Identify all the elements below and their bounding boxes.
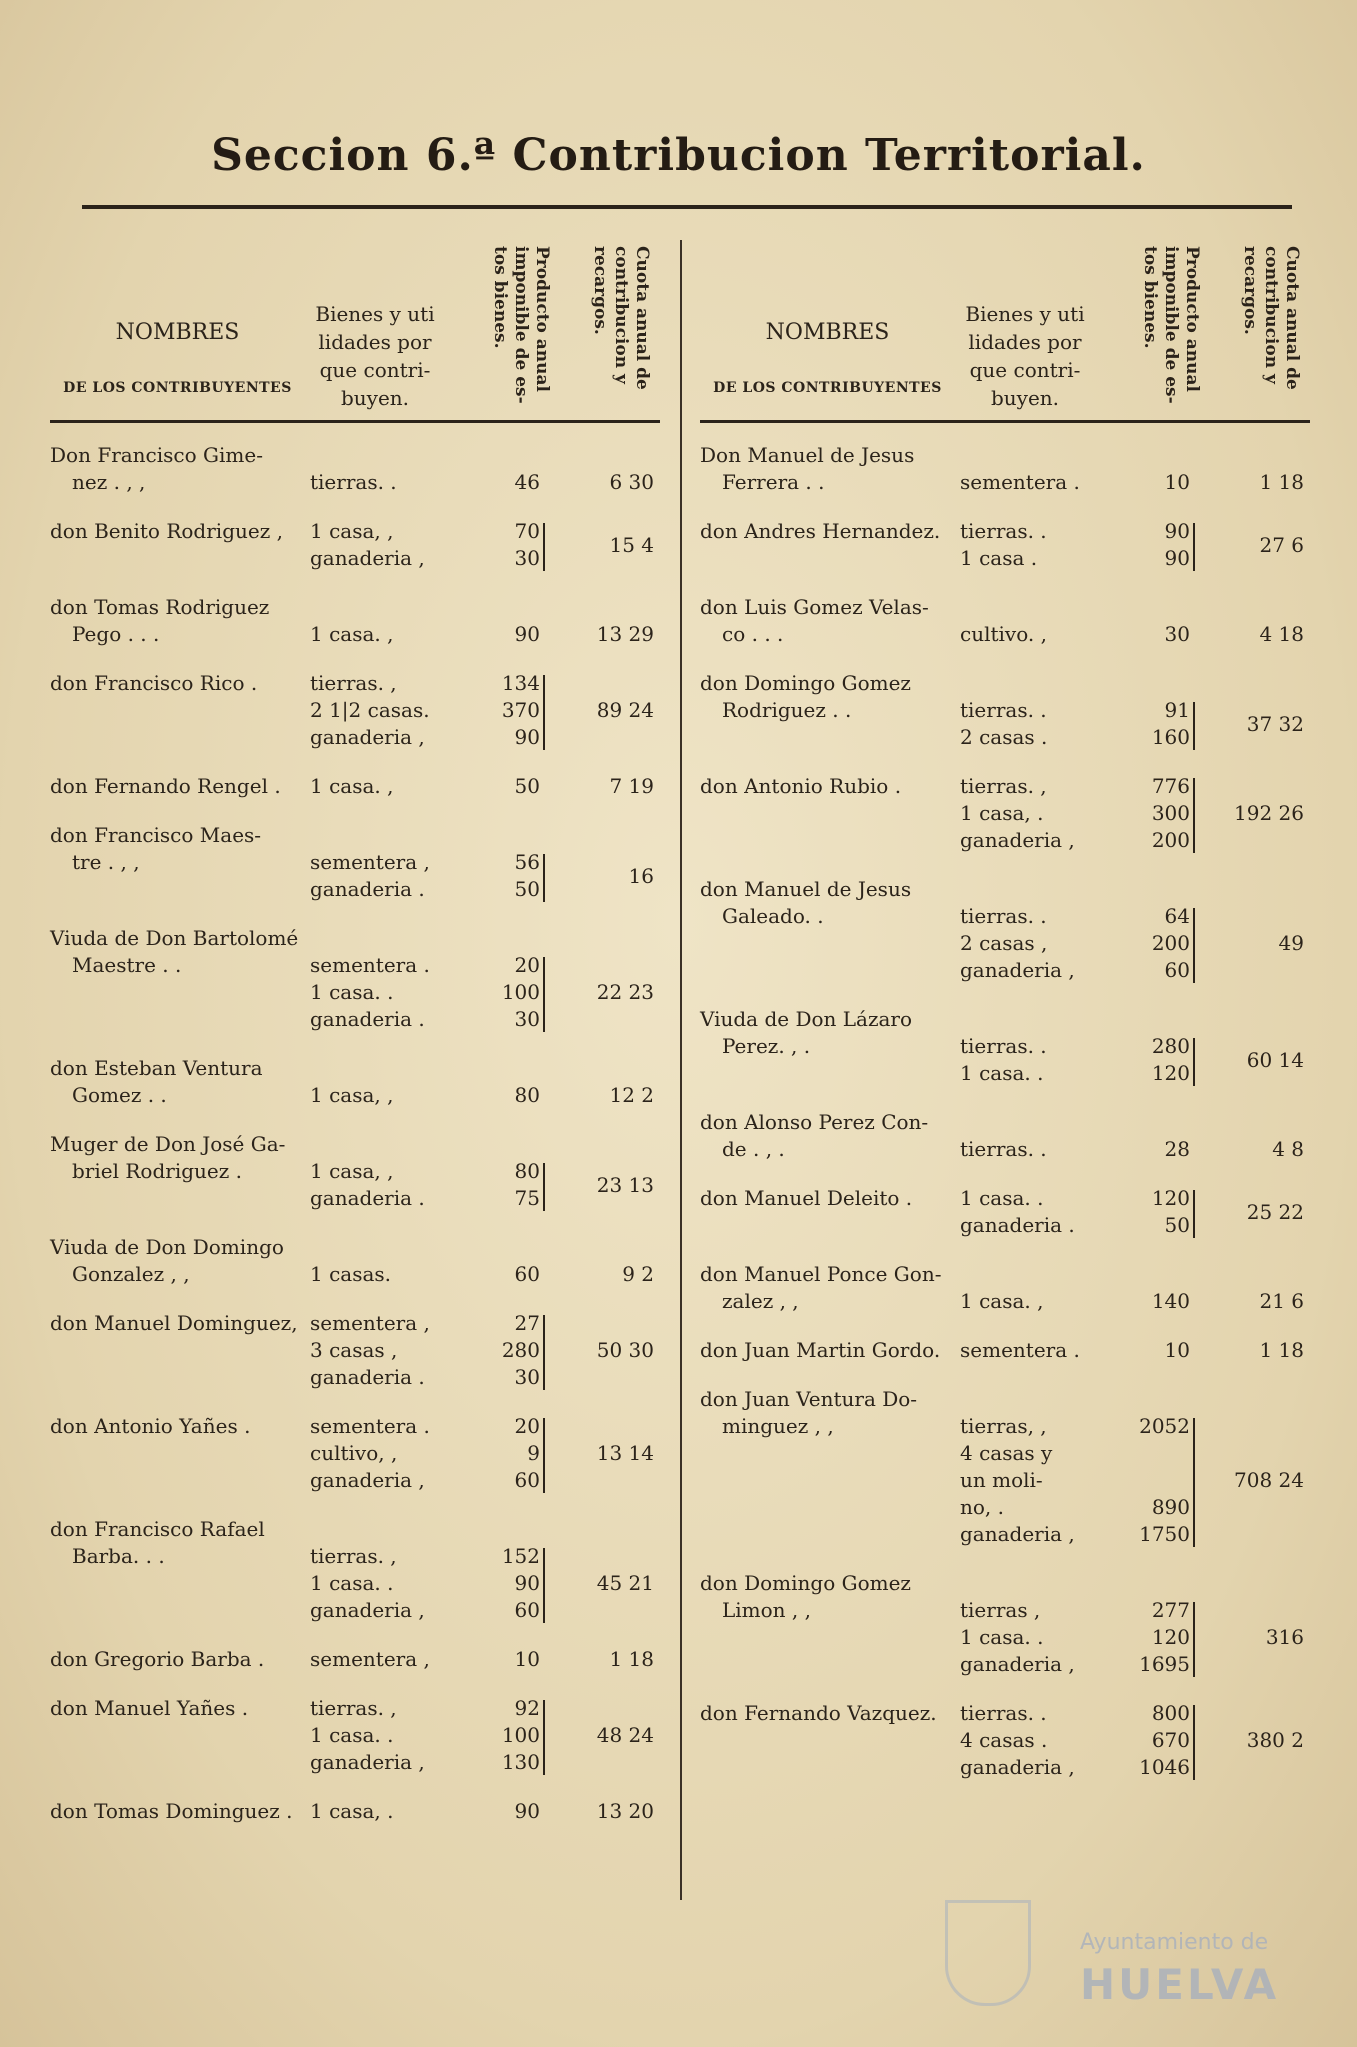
contributor-entry bbox=[50, 519, 660, 573]
property-item: ganaderia , bbox=[960, 1522, 1075, 1546]
contributor-entry bbox=[700, 1186, 1310, 1240]
cuota-value: 13 29 bbox=[596, 622, 654, 646]
property-item: sementera . bbox=[310, 1414, 430, 1438]
brace-mark bbox=[543, 1548, 545, 1623]
contributor-name: co . . . bbox=[722, 622, 784, 646]
contributor-name: Gonzalez , , bbox=[72, 1262, 190, 1286]
product-value: 70 bbox=[514, 519, 540, 543]
header-names: NOMBRES bbox=[765, 320, 890, 345]
product-value: 100 bbox=[501, 980, 540, 1004]
contributor-entry bbox=[50, 1132, 660, 1213]
brace-mark bbox=[1193, 908, 1195, 983]
cuota-value: 1 18 bbox=[1259, 470, 1304, 494]
property-item: sementera . bbox=[310, 953, 430, 977]
header-producto: Producto anual imponible de es- tos bienes. bbox=[1140, 246, 1202, 404]
contributor-name: nez . , , bbox=[72, 470, 146, 494]
contributor-entry bbox=[700, 877, 1310, 985]
property-item: 1 casa, . bbox=[310, 1799, 394, 1823]
cuota-value: 60 14 bbox=[1246, 1047, 1304, 1072]
contributor-entry bbox=[700, 1262, 1310, 1316]
contributor-entry bbox=[700, 1387, 1310, 1549]
product-value: 20 bbox=[514, 953, 540, 977]
product-value: 200 bbox=[1151, 828, 1190, 852]
contributor-entry bbox=[700, 1007, 1310, 1088]
cuota-value: 316 bbox=[1265, 1625, 1304, 1649]
contributor-name: briel Rodriguez . bbox=[72, 1159, 242, 1183]
contributor-name: Viuda de Don Bartolomé bbox=[50, 926, 299, 950]
contributor-name: don Juan Martin Gordo. bbox=[700, 1338, 941, 1362]
product-value: 30 bbox=[514, 546, 540, 570]
contributor-name: Don Manuel de Jesus bbox=[700, 443, 915, 467]
product-value: 370 bbox=[501, 698, 540, 722]
property-item: sementera , bbox=[310, 850, 430, 874]
contributor-entry bbox=[50, 1799, 660, 1826]
product-value: 130 bbox=[501, 1750, 540, 1774]
contributor-name: don Alonso Perez Con- bbox=[700, 1110, 929, 1134]
brace-mark bbox=[1193, 523, 1195, 571]
product-value: 60 bbox=[514, 1598, 540, 1622]
property-item: ganaderia , bbox=[310, 725, 425, 749]
property-item: tierras. . bbox=[960, 904, 1047, 928]
contributor-name: don Luis Gomez Velas- bbox=[700, 595, 929, 619]
watermark-line1: Ayuntamiento de bbox=[1080, 1930, 1269, 1955]
contributor-name: don Esteban Ventura bbox=[50, 1056, 263, 1080]
contributor-name: zalez , , bbox=[722, 1289, 799, 1313]
contributor-name: don Domingo Gomez bbox=[700, 671, 911, 695]
contributor-name: Galeado. . bbox=[722, 904, 824, 928]
contributor-name: don Manuel Yañes . bbox=[50, 1696, 249, 1720]
property-item: 1 casa. , bbox=[310, 622, 394, 646]
header-names: NOMBRES bbox=[115, 320, 240, 345]
property-item: ganaderia . bbox=[310, 1007, 425, 1031]
property-item: 1 casa. , bbox=[960, 1289, 1044, 1313]
brace-mark bbox=[543, 1163, 545, 1211]
property-item: 2 casas , bbox=[960, 931, 1048, 955]
header-bienes: Bienes y uti lidades por que contri- buyen. bbox=[315, 302, 435, 410]
product-value: 30 bbox=[514, 1365, 540, 1389]
contributor-entry bbox=[50, 823, 660, 904]
property-item: ganaderia . bbox=[310, 1365, 425, 1389]
brace-mark bbox=[543, 523, 545, 571]
header-names-sub: DE LOS CONTRIBUYENTES bbox=[713, 380, 942, 396]
property-item: 1 casa. . bbox=[960, 1625, 1044, 1649]
property-item: 4 casas y bbox=[960, 1441, 1053, 1465]
product-value: 27 bbox=[514, 1311, 540, 1335]
contributor-name: don Manuel Dominguez, bbox=[50, 1311, 298, 1335]
right-header bbox=[700, 240, 1310, 423]
cuota-value: 27 6 bbox=[1259, 532, 1304, 557]
contributor-entry bbox=[50, 671, 660, 752]
property-item: ganaderia , bbox=[310, 1468, 425, 1492]
contributor-entry bbox=[700, 1110, 1310, 1164]
product-value: 30 bbox=[514, 1007, 540, 1031]
contributor-name: don Fernando Vazquez. bbox=[700, 1701, 937, 1725]
property-item: tierras. . bbox=[960, 1137, 1047, 1161]
product-value: 80 bbox=[514, 1083, 540, 1107]
property-item: tierras. . bbox=[960, 1034, 1047, 1058]
property-item: ganaderia , bbox=[960, 958, 1075, 982]
contributor-name: don Andres Hernandez. bbox=[700, 519, 941, 543]
product-value: 120 bbox=[1151, 1625, 1190, 1649]
product-value: 50 bbox=[514, 877, 540, 901]
title-rule bbox=[82, 205, 1292, 209]
contributor-name: don Juan Ventura Do- bbox=[700, 1387, 918, 1411]
contributor-name: Maestre . . bbox=[72, 953, 182, 977]
property-item: 1 casa. , bbox=[310, 774, 394, 798]
cuota-value: 1 18 bbox=[609, 1647, 654, 1671]
brace-mark bbox=[543, 1418, 545, 1493]
property-item: tierras, , bbox=[960, 1414, 1047, 1438]
product-value: 56 bbox=[514, 850, 540, 874]
header-names-sub: DE LOS CONTRIBUYENTES bbox=[63, 380, 292, 396]
contributor-name: don Manuel Ponce Gon- bbox=[700, 1262, 942, 1286]
property-item: 1 casa. . bbox=[310, 1723, 394, 1747]
right-column bbox=[700, 240, 1310, 1779]
contributor-entry bbox=[700, 1571, 1310, 1679]
contributor-entry bbox=[700, 595, 1310, 649]
brace-mark bbox=[1193, 778, 1195, 853]
product-value: 280 bbox=[501, 1338, 540, 1362]
cuota-value: 48 24 bbox=[596, 1723, 654, 1747]
cuota-value: 50 30 bbox=[596, 1338, 654, 1362]
product-value: 46 bbox=[514, 470, 540, 494]
cuota-value: 12 2 bbox=[609, 1083, 654, 1107]
contributor-entry bbox=[50, 926, 660, 1034]
column-divider bbox=[680, 240, 682, 1900]
property-item: tierras. , bbox=[310, 1544, 397, 1568]
brace-mark bbox=[1193, 1038, 1195, 1086]
contributor-entry bbox=[50, 774, 660, 801]
product-value: 90 bbox=[1164, 519, 1190, 543]
product-value: 120 bbox=[1151, 1061, 1190, 1085]
cuota-value: 380 2 bbox=[1246, 1728, 1304, 1752]
product-value: 60 bbox=[514, 1262, 540, 1286]
contributor-name: Don Francisco Gime- bbox=[50, 443, 263, 467]
product-value: 800 bbox=[1151, 1701, 1190, 1725]
property-item: ganaderia . bbox=[310, 877, 425, 901]
property-item: tierras. . bbox=[960, 1701, 1047, 1725]
cuota-value: 7 19 bbox=[609, 774, 654, 798]
contributor-entry bbox=[700, 519, 1310, 573]
product-value: 90 bbox=[514, 622, 540, 646]
brace-mark bbox=[1193, 1705, 1195, 1780]
cuota-value: 4 8 bbox=[1272, 1137, 1304, 1161]
property-item: 1 casa. . bbox=[960, 1186, 1044, 1210]
property-item: 1 casa. . bbox=[960, 1061, 1044, 1085]
property-item: no, . bbox=[960, 1495, 1004, 1519]
contributor-name: de . , . bbox=[722, 1137, 785, 1161]
contributor-name: Muger de Don José Ga- bbox=[50, 1132, 286, 1156]
contributor-name: minguez , , bbox=[722, 1414, 834, 1438]
property-item: 1 casa, , bbox=[310, 1159, 394, 1183]
brace-mark bbox=[543, 1315, 545, 1390]
product-value: 134 bbox=[501, 671, 540, 695]
product-value: 28 bbox=[1164, 1137, 1190, 1161]
cuota-value: 89 24 bbox=[596, 698, 654, 722]
contributor-name: Gomez . . bbox=[72, 1083, 167, 1107]
property-item: 3 casas , bbox=[310, 1338, 398, 1362]
property-item: 1 casa. . bbox=[310, 1571, 394, 1595]
property-item: cultivo, , bbox=[310, 1441, 398, 1465]
property-item: tierras. . bbox=[960, 698, 1047, 722]
brace-mark bbox=[543, 957, 545, 1032]
cuota-value: 1 18 bbox=[1259, 1338, 1304, 1362]
cuota-value: 15 4 bbox=[609, 532, 654, 557]
property-item: 1 casa, , bbox=[310, 519, 394, 543]
brace-mark bbox=[1193, 1418, 1195, 1547]
brace-mark bbox=[1193, 702, 1195, 750]
contributor-entry bbox=[50, 1517, 660, 1625]
brace-mark bbox=[1193, 1602, 1195, 1677]
cuota-value: 45 21 bbox=[596, 1571, 654, 1595]
cuota-value: 22 23 bbox=[596, 980, 654, 1004]
product-value: 140 bbox=[1151, 1289, 1190, 1313]
product-value bbox=[1100, 1441, 1190, 1467]
contributor-entry bbox=[700, 1701, 1310, 1782]
property-item: ganaderia , bbox=[960, 828, 1075, 852]
contributor-name: don Antonio Rubio . bbox=[700, 774, 902, 798]
property-item: ganaderia . bbox=[310, 1186, 425, 1210]
property-item: tierras. . bbox=[310, 470, 397, 494]
property-item: 1 casas. bbox=[310, 1262, 392, 1286]
contributor-name: Viuda de Don Lázaro bbox=[700, 1007, 913, 1031]
watermark-line2: HUELVA bbox=[1080, 1960, 1280, 2009]
property-item: sementera . bbox=[960, 470, 1080, 494]
contributor-name: Ferrera . . bbox=[722, 470, 825, 494]
brace-mark bbox=[1193, 1190, 1195, 1238]
contributor-name: don Tomas Dominguez . bbox=[50, 1799, 293, 1823]
product-value: 90 bbox=[514, 1799, 540, 1823]
contributor-name: tre . , , bbox=[72, 850, 140, 874]
product-value: 776 bbox=[1151, 774, 1190, 798]
header-cuota: Cuota anual de contribucion y recargos. bbox=[1240, 246, 1302, 390]
left-header bbox=[50, 240, 660, 423]
contributor-name: don Benito Rodriguez , bbox=[50, 519, 283, 543]
property-item: tierras. . bbox=[960, 519, 1047, 543]
property-item: tierras , bbox=[960, 1598, 1041, 1622]
property-item: ganaderia , bbox=[960, 1755, 1075, 1779]
product-value: 120 bbox=[1151, 1186, 1190, 1210]
contributor-name: Limon , , bbox=[722, 1598, 811, 1622]
municipal-seal-watermark bbox=[945, 1900, 1031, 2006]
product-value: 10 bbox=[1164, 470, 1190, 494]
property-item: 1 casa, . bbox=[960, 801, 1044, 825]
contributor-entry bbox=[700, 443, 1310, 497]
page-title: Seccion 6.ª Contribucion Territorial. bbox=[211, 130, 1146, 181]
brace-mark bbox=[543, 1700, 545, 1775]
product-value: 50 bbox=[1164, 1213, 1190, 1237]
product-value: 1695 bbox=[1139, 1652, 1190, 1676]
header-cuota: Cuota anual de contribucion y recargos. bbox=[590, 246, 652, 390]
contributor-entry bbox=[50, 595, 660, 649]
contributor-name: don Francisco Rico . bbox=[50, 671, 258, 695]
product-value: 60 bbox=[514, 1468, 540, 1492]
header-bienes: Bienes y uti lidades por que contri- buyen. bbox=[965, 302, 1085, 410]
contributor-name: don Tomas Rodriguez bbox=[50, 595, 270, 619]
cuota-value: 192 26 bbox=[1234, 801, 1304, 825]
property-item: 1 casa . bbox=[960, 546, 1038, 570]
contributor-entry bbox=[50, 1647, 660, 1674]
product-value: 9 bbox=[527, 1441, 540, 1465]
contributor-name: don Francisco Maes- bbox=[50, 823, 262, 847]
contributor-entry bbox=[50, 1056, 660, 1110]
cuota-value: 25 22 bbox=[1246, 1199, 1304, 1224]
property-item: tierras. , bbox=[960, 774, 1047, 798]
contributor-name: Perez. , . bbox=[722, 1034, 811, 1058]
product-value: 80 bbox=[514, 1159, 540, 1183]
contributor-entry bbox=[50, 1235, 660, 1289]
brace-mark bbox=[543, 675, 545, 750]
product-value: 90 bbox=[1164, 546, 1190, 570]
property-item: ganaderia , bbox=[310, 546, 425, 570]
contributor-name: don Domingo Gomez bbox=[700, 1571, 911, 1595]
cuota-value: 21 6 bbox=[1259, 1289, 1304, 1313]
property-item: 4 casas . bbox=[960, 1728, 1048, 1752]
product-value: 1750 bbox=[1139, 1522, 1190, 1546]
cuota-value: 13 20 bbox=[596, 1799, 654, 1823]
product-value: 160 bbox=[1151, 725, 1190, 749]
cuota-value: 6 30 bbox=[609, 470, 654, 494]
header-producto: Producto anual imponible de es- tos bienes. bbox=[490, 246, 552, 404]
property-item: 1 casa, , bbox=[310, 1083, 394, 1107]
contributor-name: don Gregorio Barba . bbox=[50, 1647, 265, 1671]
brace-mark bbox=[543, 854, 545, 902]
contributor-name: Rodriguez . . bbox=[722, 698, 852, 722]
property-item: 2 casas . bbox=[960, 725, 1048, 749]
property-item: sementera , bbox=[310, 1647, 430, 1671]
product-value: 890 bbox=[1151, 1495, 1190, 1519]
property-item: 1 casa. . bbox=[310, 980, 394, 1004]
product-value: 30 bbox=[1164, 622, 1190, 646]
contributor-entry bbox=[700, 671, 1310, 752]
product-value: 152 bbox=[501, 1544, 540, 1568]
product-value: 75 bbox=[514, 1186, 540, 1210]
property-item: tierras. , bbox=[310, 671, 397, 695]
product-value: 2052 bbox=[1139, 1414, 1190, 1438]
cuota-value: 37 32 bbox=[1246, 711, 1304, 736]
product-value: 300 bbox=[1151, 801, 1190, 825]
product-value: 92 bbox=[514, 1696, 540, 1720]
contributor-entry bbox=[700, 1338, 1310, 1365]
product-value: 90 bbox=[514, 725, 540, 749]
cuota-value: 4 18 bbox=[1259, 622, 1304, 646]
product-value: 200 bbox=[1151, 931, 1190, 955]
product-value: 670 bbox=[1151, 1728, 1190, 1752]
property-item: tierras. , bbox=[310, 1696, 397, 1720]
property-item: ganaderia . bbox=[960, 1213, 1075, 1237]
contributor-name: don Manuel de Jesus bbox=[700, 877, 912, 901]
property-item: 2 1|2 casas. bbox=[310, 698, 430, 722]
cuota-value: 9 2 bbox=[622, 1262, 654, 1286]
contributor-name: Viuda de Don Domingo bbox=[50, 1235, 284, 1259]
product-value: 50 bbox=[514, 774, 540, 798]
product-value: 60 bbox=[1164, 958, 1190, 982]
property-item: sementera , bbox=[310, 1311, 430, 1335]
cuota-value: 49 bbox=[1278, 931, 1304, 955]
contributor-name: don Manuel Deleito . bbox=[700, 1186, 913, 1210]
contributor-name: Barba. . . bbox=[72, 1544, 165, 1568]
cuota-value: 708 24 bbox=[1234, 1468, 1304, 1492]
property-item: un moli- bbox=[960, 1468, 1043, 1492]
product-value: 100 bbox=[501, 1723, 540, 1747]
product-value: 10 bbox=[1164, 1338, 1190, 1362]
product-value bbox=[1100, 1468, 1190, 1494]
left-column bbox=[50, 240, 660, 1823]
product-value: 10 bbox=[514, 1647, 540, 1671]
property-item: ganaderia , bbox=[310, 1598, 425, 1622]
contributor-entry bbox=[50, 1696, 660, 1777]
contributor-name: don Francisco Rafael bbox=[50, 1517, 265, 1541]
product-value: 90 bbox=[514, 1571, 540, 1595]
product-value: 91 bbox=[1164, 698, 1190, 722]
cuota-value: 13 14 bbox=[596, 1441, 654, 1465]
contributor-entry bbox=[50, 443, 660, 497]
property-item: ganaderia , bbox=[310, 1750, 425, 1774]
product-value: 277 bbox=[1151, 1598, 1190, 1622]
contributor-name: Pego . . . bbox=[72, 622, 160, 646]
product-value: 64 bbox=[1164, 904, 1190, 928]
contributor-entry bbox=[700, 774, 1310, 855]
cuota-value: 16 bbox=[628, 863, 654, 888]
cuota-value: 23 13 bbox=[596, 1172, 654, 1197]
property-item: sementera . bbox=[960, 1338, 1080, 1362]
contributor-entry bbox=[50, 1311, 660, 1392]
property-item: cultivo. , bbox=[960, 622, 1047, 646]
contributor-name: don Fernando Rengel . bbox=[50, 774, 281, 798]
property-item: ganaderia , bbox=[960, 1652, 1075, 1676]
product-value: 1046 bbox=[1139, 1755, 1190, 1779]
contributor-entry bbox=[50, 1414, 660, 1495]
contributor-name: don Antonio Yañes . bbox=[50, 1414, 251, 1438]
product-value: 20 bbox=[514, 1414, 540, 1438]
product-value: 280 bbox=[1151, 1034, 1190, 1058]
